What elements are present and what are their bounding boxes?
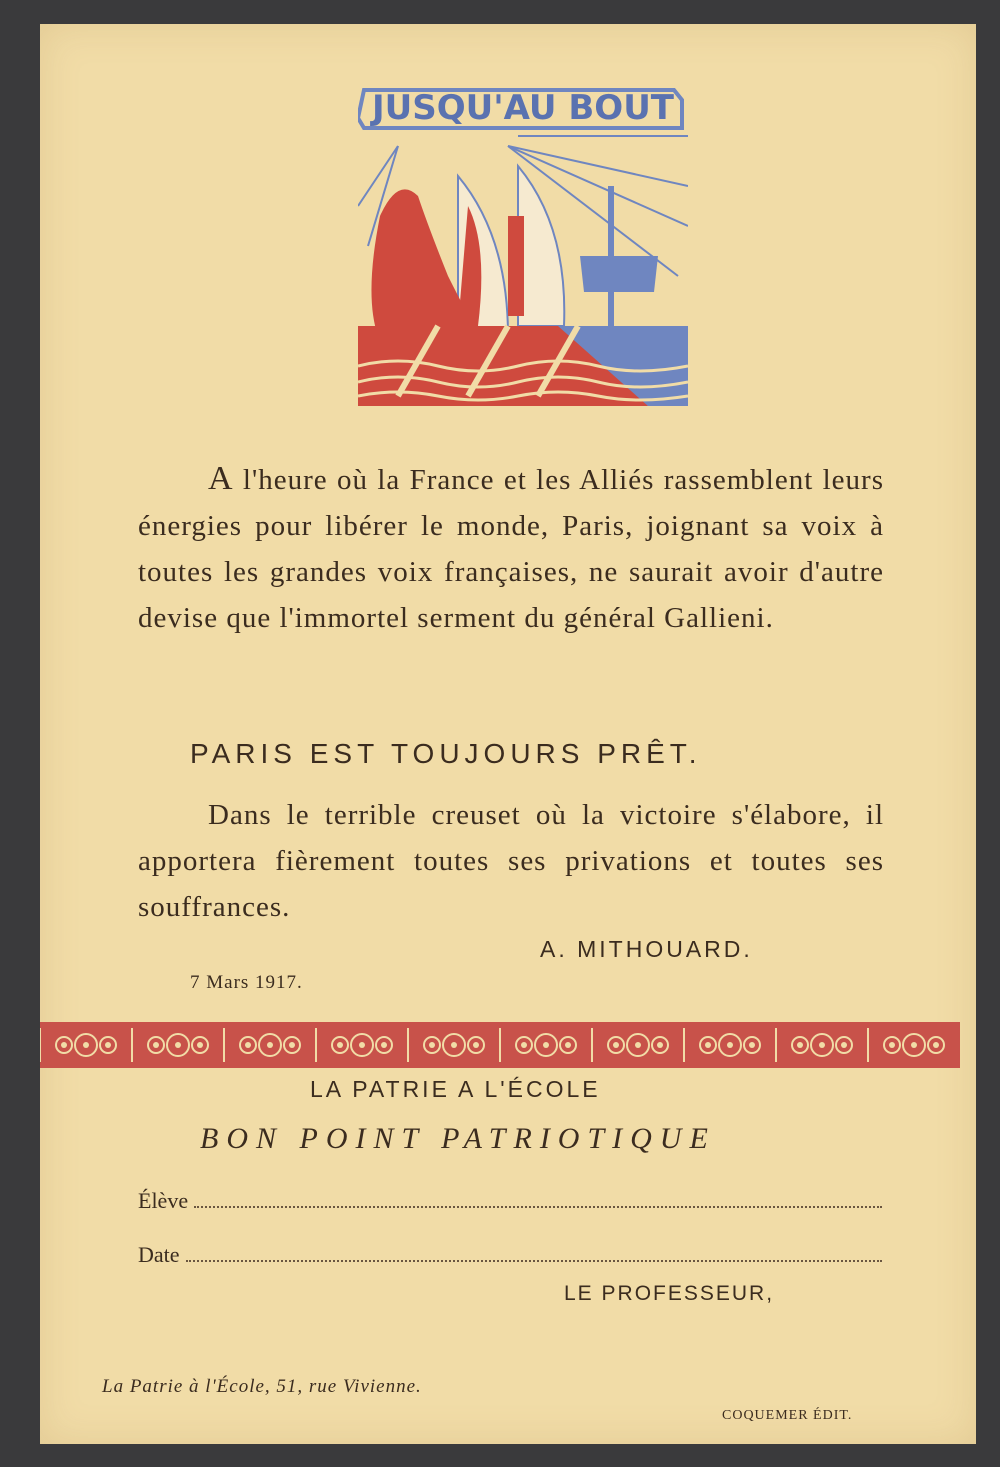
band-ornament bbox=[40, 1028, 116, 1062]
paragraph-1 bbox=[138, 456, 884, 641]
ornamental-band bbox=[40, 1022, 960, 1068]
student-label: Élève bbox=[138, 1188, 189, 1213]
band-ornament bbox=[132, 1028, 208, 1062]
emblem-title: JUSQU'AU BOUT bbox=[372, 88, 674, 128]
band-ornament bbox=[408, 1028, 484, 1062]
publisher-address: La Patrie à l'École, 51, rue Vivienne. bbox=[102, 1376, 422, 1397]
date-field[interactable] bbox=[138, 1238, 882, 1268]
certificate-title: BON POINT PATRIOTIQUE bbox=[200, 1122, 716, 1155]
document-date: 7 Mars 1917. bbox=[190, 972, 303, 993]
floral-band-pattern bbox=[40, 1022, 960, 1068]
certificate-card bbox=[40, 24, 976, 1444]
paragraph-1-text: l'heure où la France et les Alliés rassemblent leurs énergies pour libérer le monde, Paris, joignant sa voix à toutes les grandes voix françaises, ne saurait avoir d'autre devise que l'immortel serment du général Gallieni. bbox=[138, 464, 884, 634]
author-signature: A. MITHOUARD. bbox=[540, 936, 753, 962]
school-label: LA PATRIE A L'ÉCOLE bbox=[310, 1076, 601, 1102]
band-ornament bbox=[224, 1028, 300, 1062]
date-dotted-line[interactable] bbox=[186, 1260, 882, 1262]
student-field[interactable] bbox=[138, 1184, 882, 1214]
student-dotted-line[interactable] bbox=[194, 1206, 882, 1208]
editor-credit: COQUEMER ÉDIT. bbox=[722, 1408, 853, 1423]
band-ornament bbox=[592, 1028, 668, 1062]
band-ornament bbox=[868, 1028, 944, 1062]
band-ornament bbox=[776, 1028, 852, 1062]
motto: PARIS EST TOUJOURS PRÊT. bbox=[190, 738, 702, 769]
band-ornament bbox=[684, 1028, 760, 1062]
band-ornament bbox=[316, 1028, 392, 1062]
date-label: Date bbox=[138, 1242, 180, 1267]
drop-cap: A bbox=[208, 460, 234, 497]
professor-label: LE PROFESSEUR, bbox=[564, 1282, 775, 1305]
paragraph-2: Dans le terrible creuset où la victoire s'élabore, il apportera fièrement toutes ses privations et toutes ses souffrances. bbox=[138, 799, 884, 923]
band-ornament bbox=[500, 1028, 576, 1062]
